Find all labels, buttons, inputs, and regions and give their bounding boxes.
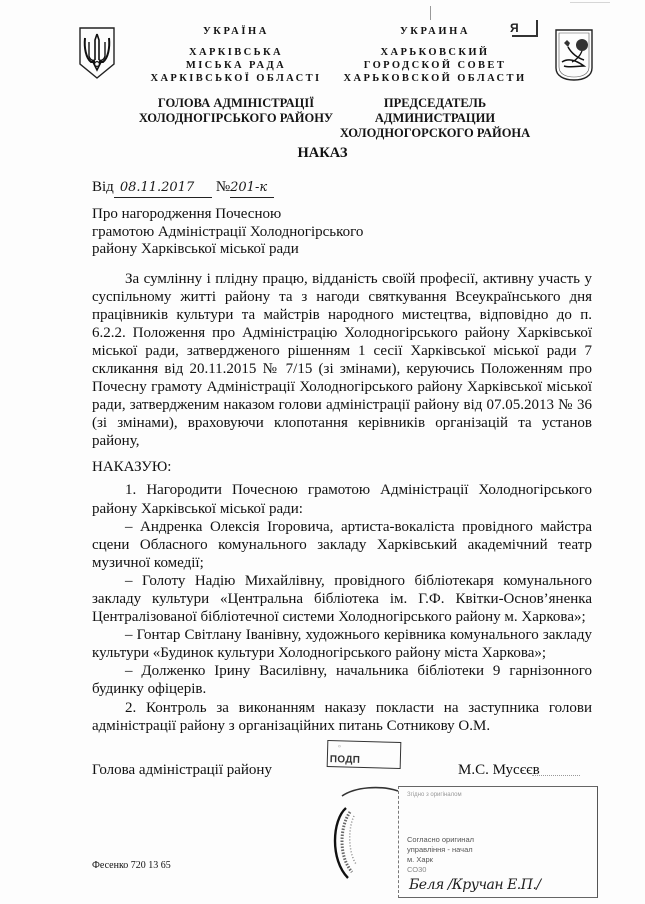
kharkiv-coat-of-arms-icon — [554, 28, 594, 82]
signed-stamp-top: ▫ — [338, 742, 341, 751]
page-mark-underline — [512, 35, 538, 37]
council-ru-line: ХАРЬКОВСКОЙ ОБЛАСТИ — [343, 73, 527, 84]
handwritten-number: 201-к — [230, 179, 274, 198]
handwritten-date: 08.11.2017 — [114, 179, 212, 198]
signatory-position: Голова адміністрації району — [92, 761, 272, 778]
head-ua-line: ГОЛОВА АДМІНІСТРАЦІЇ — [157, 96, 315, 110]
head-ua — [138, 96, 334, 126]
order-word: НАКАЗУЮ: — [92, 459, 172, 476]
subject-line: грамотою Адміністрації Холодногірського — [92, 223, 364, 240]
signature-dotted-line — [532, 775, 580, 776]
number-prefix: № — [215, 179, 231, 195]
head-ru — [330, 96, 540, 141]
seal-arc-icon — [340, 785, 400, 797]
signatory-name: М.С. Мусєєв — [458, 761, 540, 778]
copy-stamp-line: управління - начал — [407, 845, 473, 854]
council-ua-line: ХАРКІВСЬКОЇ ОБЛАСТІ — [150, 73, 322, 84]
document-body — [92, 145, 592, 781]
council-ua-line: МІСЬКА РАДА — [185, 60, 287, 71]
subject — [92, 206, 592, 259]
round-seal-icon — [324, 800, 384, 890]
council-ru-line: ГОРОДСКОЙ СОВЕТ — [363, 60, 507, 71]
council-ua-line: ХАРКІВСЬКА — [188, 47, 283, 58]
header-left — [138, 26, 334, 126]
head-ru-line: ХОЛОДНОГОРСКОГО РАЙОНА — [339, 126, 531, 140]
scan-speck — [570, 2, 610, 3]
preamble-paragraph: За сумлінну і плідну працю, відданість своїй професії, активну участь у суспільному житті району та з нагоди святкування Всеукраїнського дня працівників культури та майстрів народного мистецтва, відповідно до п. 6.2.2. Положення про Адміністрацію Холодногірського району Харківської міської ради, затвердженого рішенням 1 сесії Харківської міської ради 7 скликання від 20.11.2015 № 7/15 (зі змінами), керуючись Положенням про Почесну грамоту Адміністрації Холодногірського району Харківської міської ради, затвердженим наказом голови адміністрації району від 07.05.2013 № 36 (зі змінами), враховуючи клопотання керівників організацій та установ району, — [92, 270, 592, 450]
head-ua-line: ХОЛОДНОГІРСЬКОГО РАЙОНУ — [138, 111, 334, 125]
header-right — [330, 26, 540, 141]
country-ua: УКРАЇНА — [202, 26, 269, 37]
order-item-2: 2. Контроль за виконанням наказу покласти на заступника голови адміністрації району з організаційних питань Сотникову О.М. — [92, 699, 592, 734]
awardee-item: – Голоту Надію Михайлівну, провідного бібліотекаря комунального закладу культури «Центральна бібліотека ім. Г.Ф. Квітки-Основ’яненка Централізованої бібліотечної системи Холодногірського району м. Харкова»; — [92, 572, 592, 626]
certified-copy-stamp — [398, 786, 598, 898]
copy-stamp-line: м. Харк — [407, 855, 433, 864]
trident-coat-of-arms-icon — [78, 26, 116, 80]
page-mark: Я — [510, 21, 519, 35]
page-mark-bar — [536, 20, 538, 36]
copy-stamp-line: Згідно з оригіналом — [407, 792, 462, 798]
copy-handwritten-signature: Беля /Кручан Е.П./ — [409, 877, 541, 893]
copy-stamp-line: СО30 — [407, 865, 427, 874]
awardee-item: – Долженко Ірину Василівну, начальника бібліотеки 9 гарнізонного будинку офіцерів. — [92, 663, 592, 698]
subject-line: Про нагородження Почесною — [92, 206, 282, 222]
executor-contact: Фесенко 720 13 65 — [92, 860, 171, 871]
subject-line: району Харківської міської ради — [92, 241, 299, 257]
country-ru: УКРАИНА — [399, 26, 471, 37]
scan-speck — [430, 6, 431, 20]
awardee-item: – Андренка Олексія Ігоровича, артиста-вокаліста провідного майстра сцени Обласного комунального закладу Харківський академічний театр музичної комедії; — [92, 518, 592, 571]
signed-stamp-text: ПОДП — [329, 754, 361, 766]
council-ru — [330, 46, 540, 85]
date-number-line — [92, 178, 592, 198]
council-ua — [138, 46, 334, 85]
awardee-item: – Гонтар Світлану Іванівну, художнього керівника комунального закладу культури «Будинок культури Холодногірського району міста Харкова»; — [92, 627, 592, 662]
signed-stamp — [327, 740, 402, 769]
council-ru-line: ХАРЬКОВСКИЙ — [380, 47, 490, 58]
head-ru-line: ПРЕДСЕДАТЕЛЬ АДМИНИСТРАЦИИ — [374, 96, 496, 125]
order-item-1: 1. Нагородити Почесною грамотою Адміністрації Холодногірського району Харківської міської ради: — [92, 482, 592, 517]
copy-stamp-line: Согласно оригинал — [407, 835, 474, 844]
document-title: НАКАЗ — [297, 145, 348, 161]
date-prefix: Від — [92, 179, 114, 195]
